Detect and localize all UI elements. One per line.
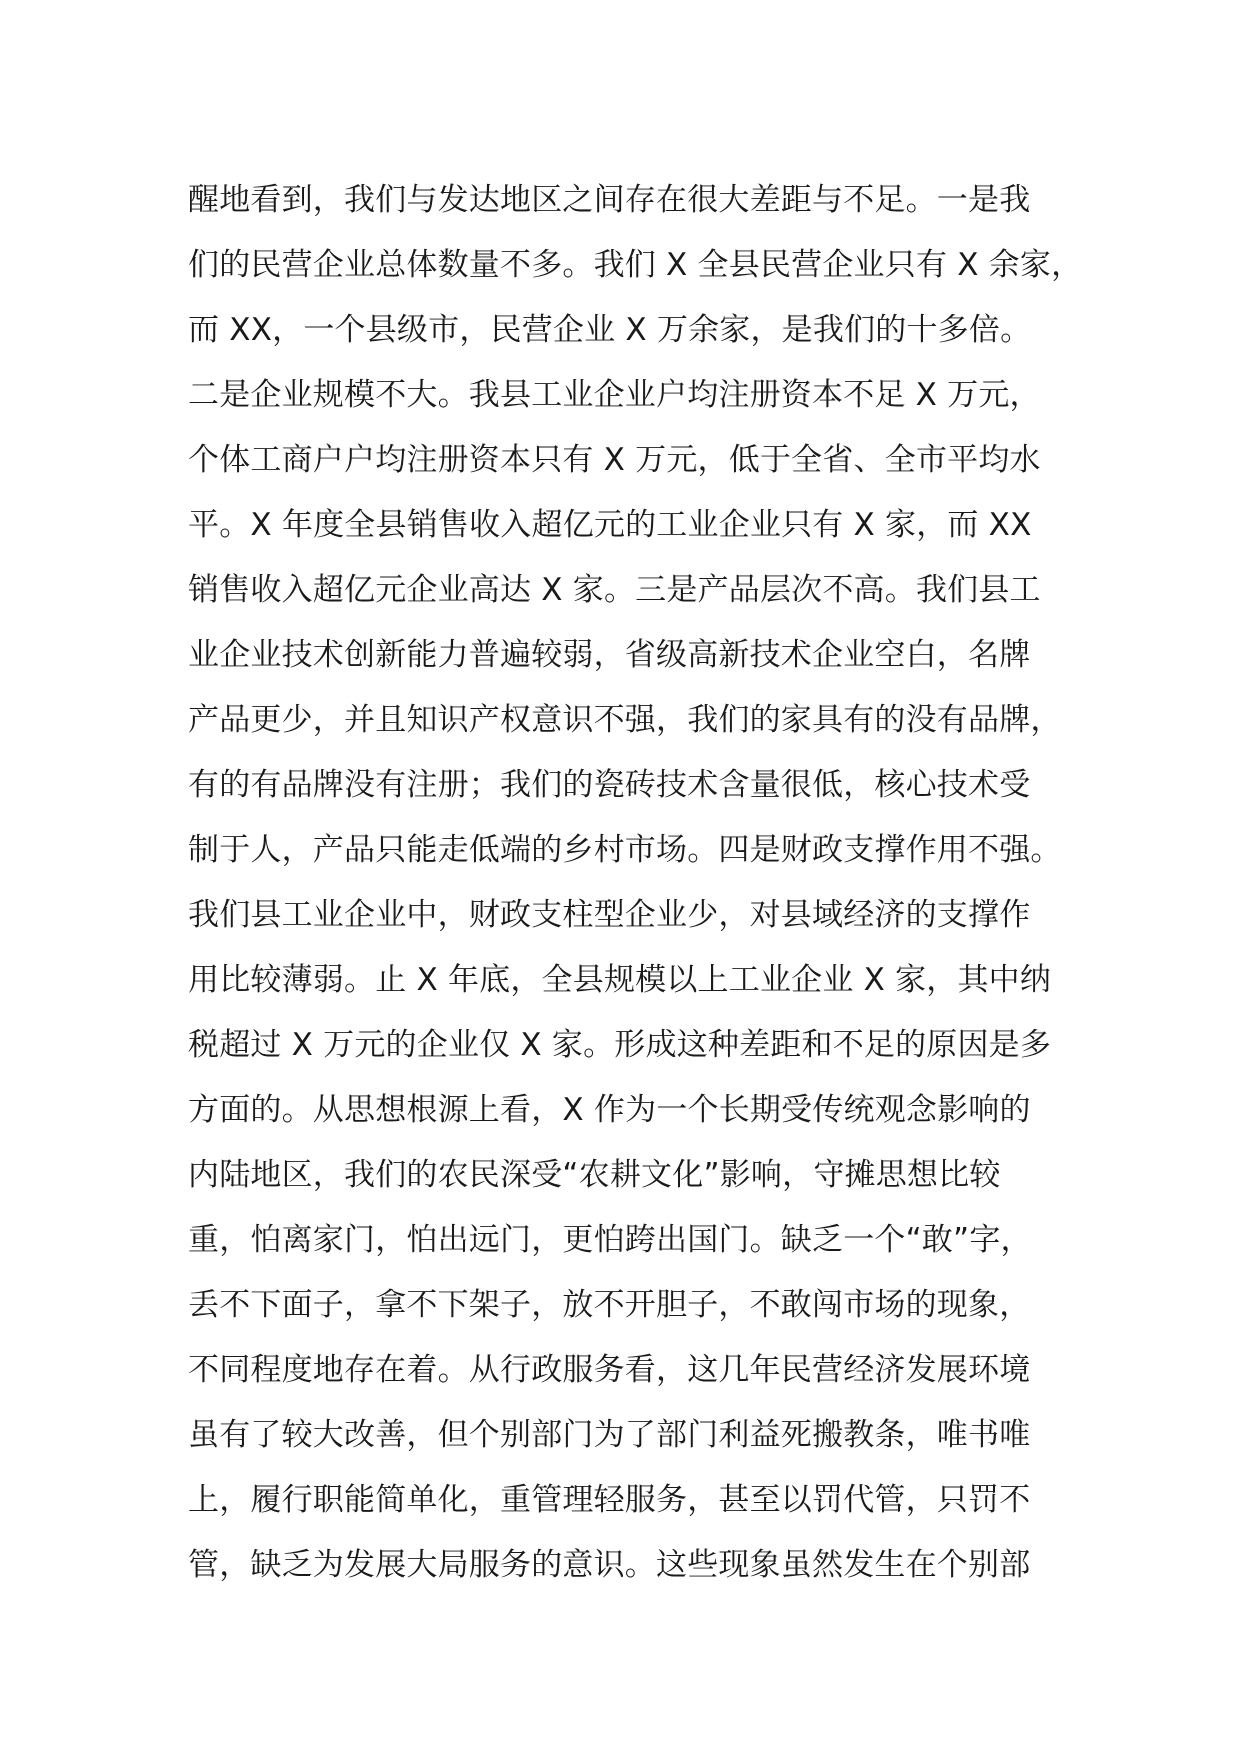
text-line: 管，缺乏为发展大局服务的意识。这些现象虽然发生在个别部 <box>188 1547 1031 1583</box>
text-line: 销售收入超亿元企业高达 X 家。三是产品层次不高。我们县工 <box>188 572 1041 608</box>
text-line: 醒地看到，我们与发达地区之间存在很大差距与不足。一是我 <box>188 182 1031 218</box>
text-line: 丢不下面子，拿不下架子，放不开胆子，不敢闯市场的现象， <box>188 1287 1031 1323</box>
text-line: 内陆地区，我们的农民深受“农耕文化”影响，守摊思想比较 <box>188 1157 1001 1193</box>
text-line: 产品更少，并且知识产权意识不强，我们的家具有的没有品牌， <box>188 702 1062 738</box>
text-line: 们的民营企业总体数量不多。我们 X 全县民营企业只有 X 余家， <box>188 247 1083 283</box>
text-line: 虽有了较大改善，但个别部门为了部门利益死搬教条，唯书唯 <box>188 1417 1031 1453</box>
text-line: 制于人，产品只能走低端的乡村市场。四是财政支撑作用不强。 <box>188 832 1062 868</box>
text-line: 而 XX，一个县级市，民营企业 X 万余家，是我们的十多倍。 <box>188 312 1032 348</box>
text-line: 二是企业规模不大。我县工业企业户均注册资本不足 X 万元， <box>188 377 1041 413</box>
text-line: 有的有品牌没有注册；我们的瓷砖技术含量很低，核心技术受 <box>188 767 1031 803</box>
text-line: 方面的。从思想根源上看，X 作为一个长期受传统观念影响的 <box>188 1092 1031 1128</box>
text-line: 个体工商户户均注册资本只有 X 万元，低于全省、全市平均水 <box>188 442 1041 478</box>
text-line: 重，怕离家门，怕出远门，更怕跨出国门。缺乏一个“敢”字， <box>188 1222 1032 1258</box>
text-line: 我们县工业企业中，财政支柱型企业少，对县域经济的支撑作 <box>188 897 1031 933</box>
text-line: 用比较薄弱。止 X 年底，全县规模以上工业企业 X 家，其中纳 <box>188 962 1052 998</box>
text-line: 税超过 X 万元的企业仅 X 家。形成这种差距和不足的原因是多 <box>188 1027 1052 1063</box>
text-line: 上，履行职能简单化，重管理轻服务，甚至以罚代管，只罚不 <box>188 1482 1031 1518</box>
text-line: 不同程度地存在着。从行政服务看，这几年民营经济发展环境 <box>188 1352 1031 1388</box>
body-text <box>188 168 1088 1598</box>
text-line: 平。X 年度全县销售收入超亿元的工业企业只有 X 家，而 XX <box>188 507 1032 543</box>
text-line: 业企业技术创新能力普遍较弱，省级高新技术企业空白，名牌 <box>188 637 1031 673</box>
